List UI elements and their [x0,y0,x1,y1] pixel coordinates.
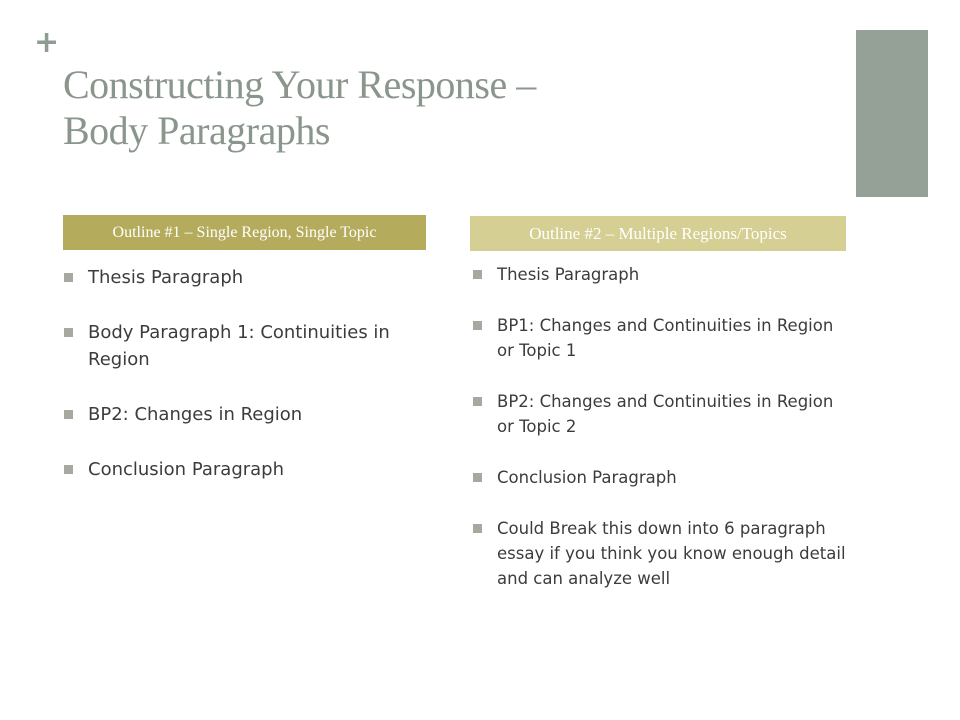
plus-mark: + [34,25,60,60]
list-item [64,264,434,291]
bullet-square-icon [64,410,73,419]
list-item [473,516,853,591]
list-item-text: Thesis Paragraph [88,267,244,288]
outline-1-list [64,264,434,511]
bullet-square-icon [473,321,482,330]
bullet-square-icon [64,273,73,282]
slide-title-line-2: Body Paragraphs [63,108,330,153]
slide-title-line-1: Constructing Your Response – [63,62,536,107]
list-item-text: BP2: Changes and Continuities in Region or Topic 2 [497,392,834,436]
outline-2-list [473,262,853,617]
list-item-text: Conclusion Paragraph [88,459,285,480]
bullet-square-icon [64,328,73,337]
list-item [473,313,853,363]
list-item [473,389,853,439]
list-item-text: Body Paragraph 1: Continuities in Region [88,322,390,370]
slide-title [63,62,823,154]
list-item-text: Conclusion Paragraph [497,468,677,487]
list-item-text: Could Break this down into 6 paragraph essay if you think you know enough detail and can analyze well [497,519,846,588]
list-item [64,319,434,373]
list-item [64,401,434,428]
list-item-text: Thesis Paragraph [497,265,640,284]
list-item-text: BP1: Changes and Continuities in Region or Topic 1 [497,316,834,360]
accent-bar [856,30,928,197]
bullet-square-icon [473,524,482,533]
outline-1-header: Outline #1 – Single Region, Single Topic [63,215,426,250]
bullet-square-icon [473,270,482,279]
list-item-text: BP2: Changes in Region [88,404,303,425]
outline-2-header: Outline #2 – Multiple Regions/Topics [470,216,846,251]
list-item [64,456,434,483]
list-item [473,262,853,287]
bullet-square-icon [473,473,482,482]
bullet-square-icon [473,397,482,406]
list-item [473,465,853,490]
bullet-square-icon [64,465,73,474]
